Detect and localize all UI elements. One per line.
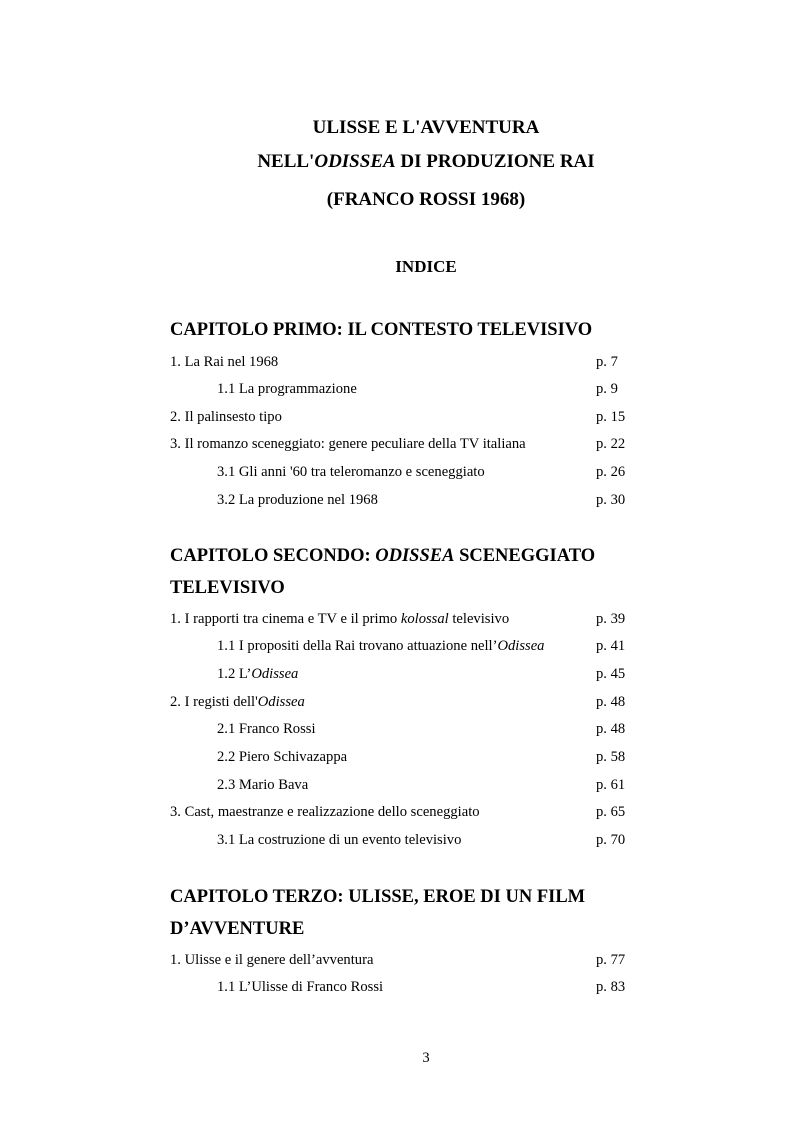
toc-entry	[170, 804, 630, 824]
toc-entry-page: p. 9	[596, 381, 618, 397]
toc-entry-label: 3.1 Gli anni '60 tra teleromanzo e sceneggiato	[217, 464, 485, 480]
toc-entry-label: 1. Ulisse e il genere dell’avventura	[170, 952, 374, 968]
toc-entry	[170, 777, 630, 797]
toc-entry-label	[170, 611, 509, 628]
toc-entry	[170, 749, 630, 769]
toc-entry	[170, 381, 630, 401]
toc-entry	[170, 721, 630, 741]
toc-entry-label-prefix: 1.1 I propositi della Rai trovano attuazione nell’	[217, 638, 498, 654]
toc-entry	[170, 666, 630, 686]
chapter-2-heading-prefix: CAPITOLO SECONDO:	[170, 546, 376, 566]
toc-entry-page: p. 39	[596, 611, 626, 627]
toc-entry-label-italic: Odissea	[251, 666, 299, 682]
toc-entry-label	[217, 638, 544, 655]
toc-entry	[170, 354, 630, 374]
toc-entry-page: p. 41	[596, 638, 626, 654]
toc-entry-page: p. 48	[596, 694, 626, 710]
toc-entry-label: 3.1 La costruzione di un evento televisivo	[217, 832, 462, 848]
toc-entry-page: p. 22	[596, 436, 626, 452]
toc-entry-page: p. 45	[596, 666, 626, 682]
toc-entry	[170, 694, 630, 714]
toc-entry-label: 1.1 La programmazione	[217, 381, 357, 397]
chapter-3-heading-line-2: D’AVVENTURE	[170, 919, 305, 939]
title-line-2-suffix: DI PRODUZIONE RAI	[395, 151, 595, 172]
toc-entry-page: p. 48	[596, 721, 626, 737]
toc-entry-label-prefix: 1. I rapporti tra cinema e TV e il primo	[170, 611, 401, 627]
toc-entry	[170, 979, 630, 999]
toc-entry-page: p. 30	[596, 492, 626, 508]
toc-entry-page: p. 7	[596, 354, 618, 370]
toc-entry-label-prefix: 1.2 L’	[217, 666, 252, 682]
toc-entry	[170, 436, 630, 456]
chapter-2-heading	[170, 546, 595, 567]
toc-entry	[170, 638, 630, 658]
chapter-2-heading-line-2: TELEVISIVO	[170, 578, 285, 598]
toc-entry-label	[217, 666, 298, 683]
toc-entry-label: 3.2 La produzione nel 1968	[217, 492, 378, 508]
toc-entry-page: p. 77	[596, 952, 626, 968]
chapter-2-heading-italic: ODISSEA	[375, 546, 455, 566]
toc-entry-label	[170, 694, 305, 711]
toc-entry-label: 2. Il palinsesto tipo	[170, 409, 282, 425]
toc-entry-label: 2.2 Piero Schivazappa	[217, 749, 348, 765]
toc-entry-page: p. 61	[596, 777, 626, 793]
title-line-2-italic: ODISSEA	[314, 151, 396, 172]
toc-entry-page: p. 83	[596, 979, 626, 995]
toc-entry-page: p. 65	[596, 804, 626, 820]
toc-entry-label: 1.1 L’Ulisse di Franco Rossi	[217, 979, 384, 995]
toc-entry	[170, 492, 630, 512]
title-line-2-prefix: NELL'	[257, 151, 315, 172]
index-heading: INDICE	[395, 257, 457, 276]
page-number: 3	[422, 1050, 430, 1066]
toc-entry-page: p. 70	[596, 832, 626, 848]
toc-entry-page: p. 15	[596, 409, 626, 425]
toc-entry-label: 2.3 Mario Bava	[217, 777, 309, 793]
toc-entry-page: p. 58	[596, 749, 626, 765]
toc-entry	[170, 832, 630, 852]
toc-entry	[170, 464, 630, 484]
document-title-line-3: (FRANCO ROSSI 1968)	[326, 189, 526, 210]
chapter-2-heading-suffix: SCENEGGIATO	[454, 546, 596, 566]
toc-entry-label: 1. La Rai nel 1968	[170, 354, 279, 370]
toc-entry-label-italic: Odissea	[257, 694, 305, 710]
chapter-3-heading: CAPITOLO TERZO: ULISSE, EROE DI UN FILM	[170, 887, 586, 907]
toc-entry-label: 2.1 Franco Rossi	[217, 721, 316, 737]
document-title-line-2	[0, 151, 794, 173]
toc-entry-label-prefix: 2. I registi dell'	[170, 694, 258, 710]
toc-entry-label: 3. Cast, maestranze e realizzazione dello sceneggiato	[170, 804, 480, 820]
toc-entry	[170, 952, 630, 972]
toc-entry-label-italic: kolossal	[400, 611, 449, 627]
toc-entry-label-suffix: televisivo	[448, 611, 510, 627]
toc-entry-label: 3. Il romanzo sceneggiato: genere peculiare della TV italiana	[170, 436, 526, 452]
toc-entry-label-italic: Odissea	[497, 638, 545, 654]
chapter-1-heading: CAPITOLO PRIMO: IL CONTESTO TELEVISIVO	[170, 320, 593, 340]
document-title-line-1: ULISSE E L'AVVENTURA	[312, 117, 540, 138]
toc-entry	[170, 409, 630, 429]
toc-entry-page: p. 26	[596, 464, 626, 480]
toc-entry	[170, 611, 630, 631]
